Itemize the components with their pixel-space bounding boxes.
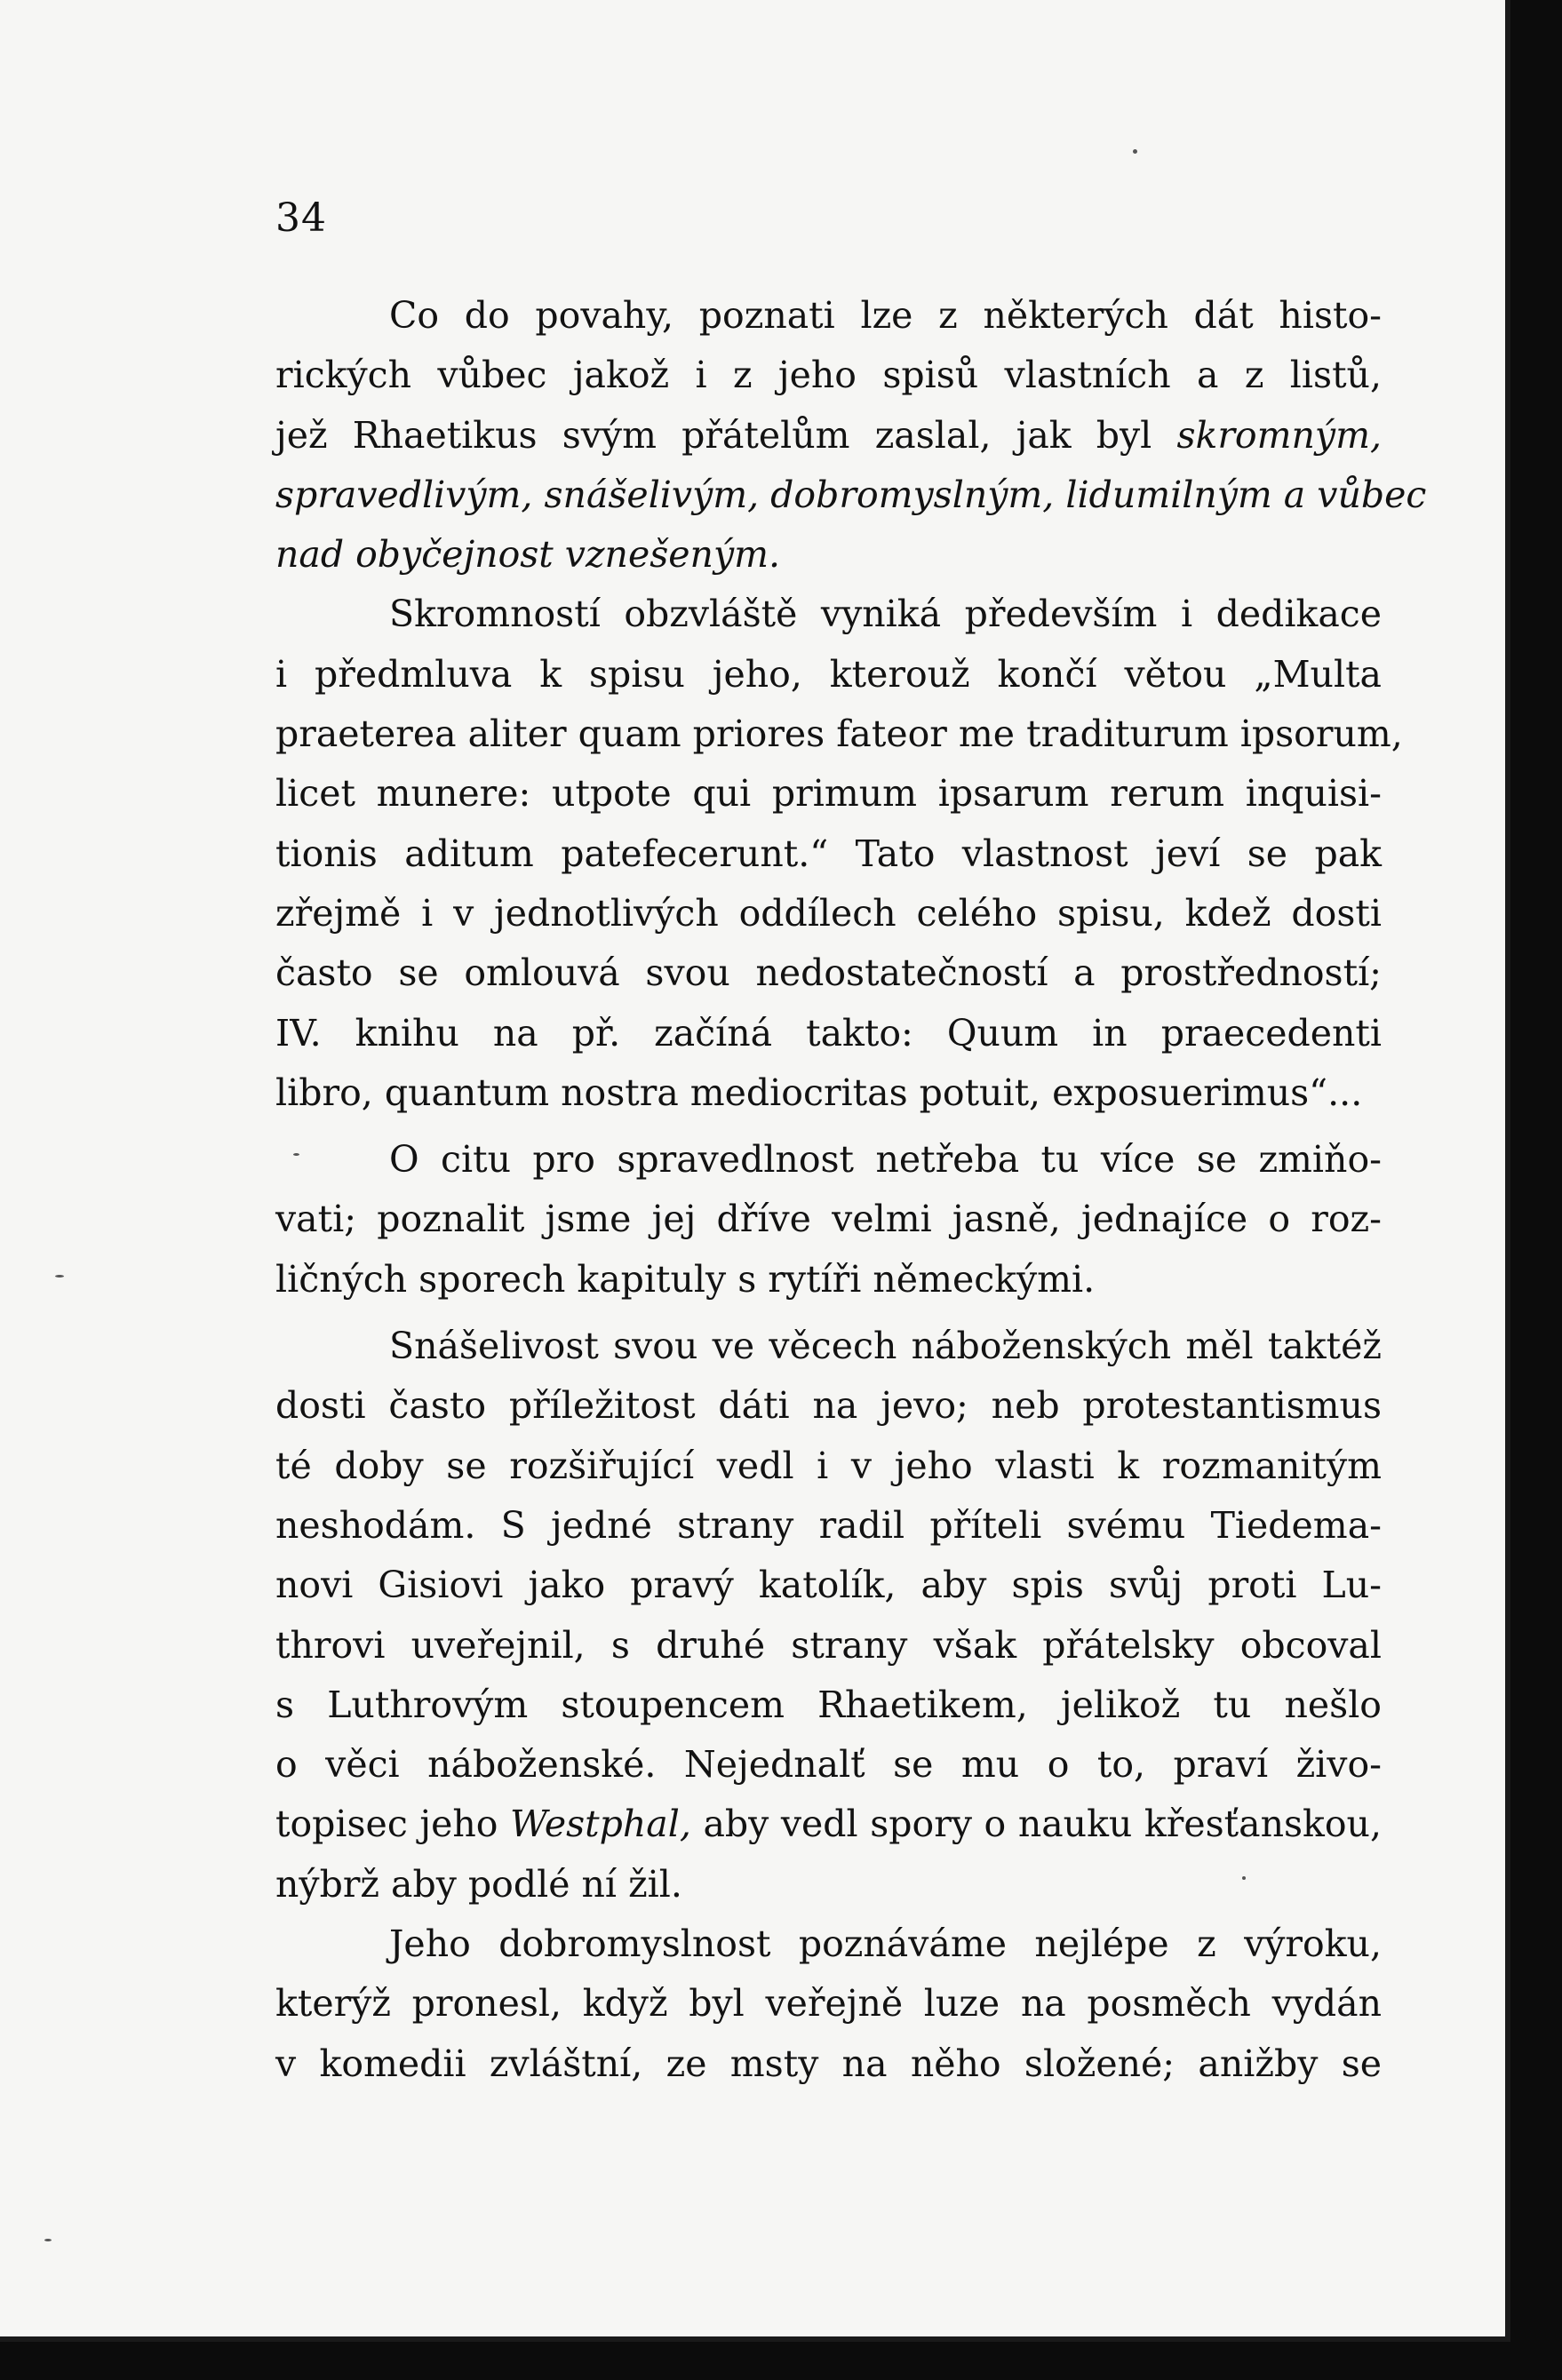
text-line: často se omlouvá svou nedostatečností a prostředností; [275,951,1382,995]
scan-speck [44,2239,52,2241]
paragraph-justice [275,1130,1382,1309]
text-line: libro, quantum nostra mediocritas potuit, exposuerimus“... [275,1071,1363,1114]
text-line-plain: aby vedl spory o nauku křesťanskou, [703,1803,1382,1846]
text-line: nýbrž aby podlé ní žil. [275,1862,682,1906]
text-line: licet munere: utpote qui primum ipsarum rerum inquisi- [275,772,1382,816]
paragraph-modesty [275,585,1403,1123]
text-line: Co do povahy, poznati lze z některých dát histo- [389,294,1382,337]
text-line: dosti často příležitost dáti na jevo; neb protestantismus [275,1384,1382,1428]
text-line: IV. knihu na př. začíná takto: Quum in praecedenti [275,1011,1382,1055]
text-line: ličných sporech kapituly s rytíři německými. [275,1257,1096,1301]
text-line [275,406,1382,466]
page-number: 34 [275,195,327,241]
italic-phrase: Westphal, [510,1803,691,1846]
text-line: vati; poznalit jsme jej dříve velmi jasně, jednajíce o roz- [275,1198,1382,1241]
text-line: Skromností obzvláště vyniká především i dedikace [389,593,1382,636]
italic-line: nad obyčejnost vznešeným. [275,533,781,577]
text-line: neshodám. S jedné strany radil příteli svému Tiedema- [275,1503,1382,1547]
paragraph-tolerance [275,1317,1382,1914]
text-line [275,1795,1382,1854]
text-line: té doby se rozšiřující vedl i v jeho vlasti k rozmanitým [275,1444,1382,1487]
text-line: v komedii zvláštní, ze msty na něho složené; anižby se [275,2042,1382,2085]
text-line: throvi uveřejnil, s druhé strany však přátelsky obcoval [275,1623,1382,1667]
paragraph-goodwill [275,1914,1382,2094]
text-line: rických vůbec jakož i z jeho spisů vlastních a z listů, [275,354,1382,397]
text-line: Jeho dobromyslnost poznáváme nejlépe z výroku, [389,1922,1382,1966]
italic-line: spravedlivým, snášelivým, dobromyslným, lidumilným a vůbec [275,473,1427,516]
text-line: s Luthrovým stoupencem Rhaetikem, jelikož tu nešlo [275,1683,1382,1726]
scan-speck [55,1275,64,1278]
scan-speck [1242,1876,1246,1880]
text-line: i předmluva k spisu jeho, kterouž končí větou „Multa [275,652,1382,696]
text-line-plain: topisec jeho [275,1803,498,1846]
text-line: praeterea aliter quam priores fateor me traditurum ipsorum, [275,712,1403,756]
text-line-plain: jež Rhaetikus svým přátelům zaslal, jak byl [275,413,1152,457]
italic-phrase: skromným, [1176,413,1382,457]
text-line: kterýž pronesl, když byl veřejně luze na posměch vydán [275,1982,1382,2026]
text-line: novi Gisiovi jako pravý katolík, aby spis svůj proti Lu- [275,1564,1382,1607]
text-line: zřejmě i v jednotlivých oddílech celého spisu, kdež dosti [275,891,1382,935]
scan-speck [293,1153,299,1156]
scan-speck [1133,149,1137,154]
text-line: tionis aditum patefecerunt.“ Tato vlastnost jeví se pak [275,832,1382,875]
text-line: Snášelivost svou ve věcech náboženských měl taktéž [389,1325,1382,1368]
body-text [275,286,1427,2094]
text-line: o věci náboženské. Nejednalť se mu o to, praví živo- [275,1743,1382,1787]
paragraph-character [275,286,1427,585]
text-line: O citu pro spravedlnost netřeba tu více se zmiňo- [389,1138,1382,1182]
